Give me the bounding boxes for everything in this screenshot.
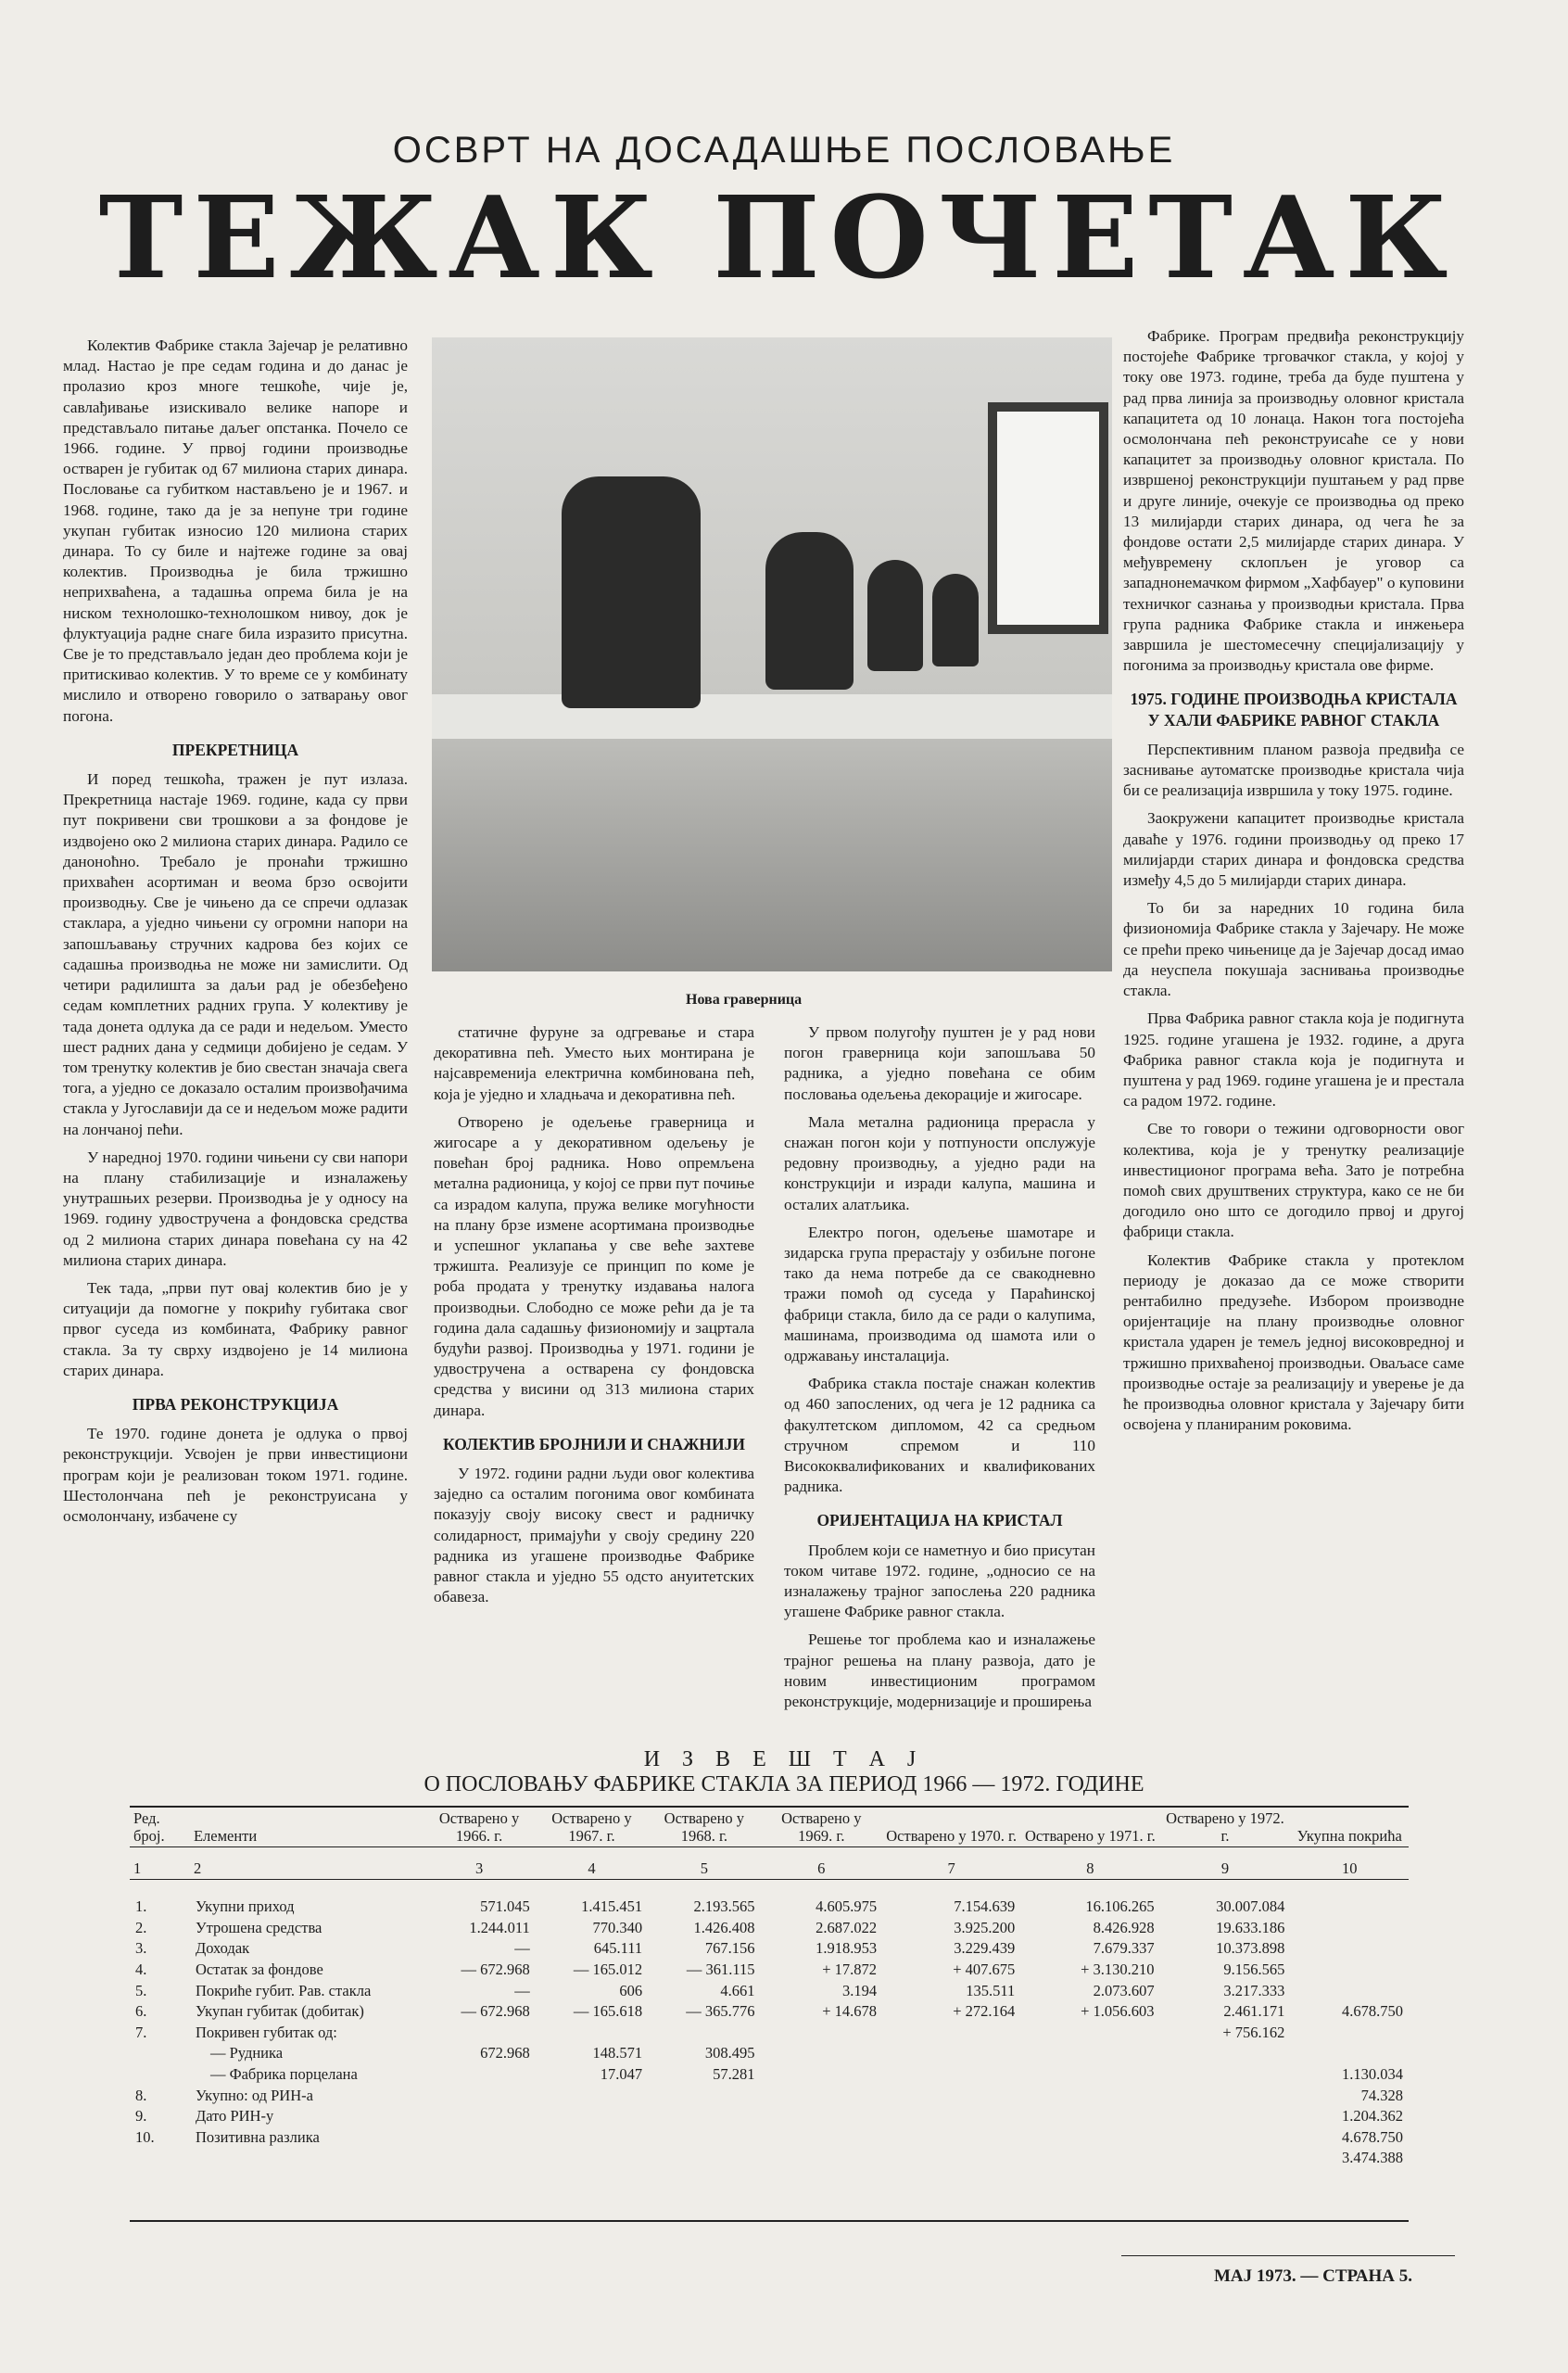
column-2a (434, 1022, 754, 1727)
table-cell: 3.229.439 (954, 1939, 1016, 1958)
row-label: Позитивна разлика (195, 2127, 320, 2146)
row-label: Укупно: од РИН-а (195, 2086, 313, 2104)
table-cell (423, 2106, 535, 2127)
paragraph: Тек тада, „први пут овај колектив био је у ситуацији да помогне у покрићу губитака свог првог суседа из комбината, Фабрику равног стакла. За ту сврху издвојено је 14 милиона старих динара. (63, 1278, 408, 1379)
paragraph: Проблем који се наметнуо и био присутан током читаве 1972. године, „односио се на изналажењу трајног запослења 220 радника угашене Фабрике равног стакла. (784, 1541, 1095, 1621)
table-cell (536, 2023, 648, 2044)
column-number: 2 (190, 1847, 423, 1880)
paragraph: Перспективним планом развоја предвиђа се заснивање аутоматске производње кристала чија би се реализација извршила у току 1975. године. (1123, 740, 1464, 800)
table-row (130, 1897, 1409, 1918)
table-cell: 17.047 (600, 2065, 643, 2084)
header-cell: Остварено у 1972. г. (1160, 1807, 1291, 1847)
header-cell: Остварено у 1967. г. (536, 1807, 648, 1847)
headline: ТЕЖАК ПОЧЕТАК (98, 171, 1459, 304)
row-number: 5. (135, 1981, 147, 1999)
table-cell (648, 2148, 760, 2169)
table-cell: 3.194 (841, 1981, 878, 1999)
table-cell (761, 2043, 883, 2064)
column-number: 1 (130, 1847, 190, 1880)
column-number: 3 (423, 1847, 535, 1880)
table-cell: 7.679.337 (1093, 1939, 1155, 1958)
row-label: Покриће губит. Рав. стакла (195, 1981, 372, 1999)
row-label: Дато РИН-у (195, 2107, 274, 2126)
table-cell: — 672.968 (461, 2002, 530, 2021)
table-row (130, 1960, 1409, 1981)
table-bottom-rule (130, 2220, 1409, 2222)
header-cell: Остварено у 1969. г. (761, 1807, 883, 1847)
table-cell: + 17.872 (822, 1961, 878, 1979)
column-1 (63, 336, 408, 1731)
paragraph: Електро погон, одељење шамотаре и зидарска група прерастају у озбиљне погоне тако да нема потребе да се свакодневно тражи помоћ од суседа у Параћинској фабрици стакла, било да се ради о калупима, машинама, производима од шамота или о одржавању инсталација. (784, 1223, 1095, 1365)
table-cell (761, 2148, 883, 2169)
table-cell (1160, 2043, 1291, 2064)
table-row (130, 2148, 1409, 2169)
table-cell: — 165.618 (573, 2002, 643, 2021)
paragraph: статичне фуруне за одгревање и стара декоративна пећ. Уместо њих монтирана је најсавременија електрична комбинована пећ, која је уједно и хладњача и декоративна пећ. (434, 1023, 754, 1103)
paragraph: Решење тог проблема као и изналажење трајног решења на плану развоја, дато је новим инвестиционим програмом реконструкције, модернизације и проширења (784, 1631, 1095, 1711)
table-cell (882, 2085, 1020, 2106)
row-number: 7. (135, 2023, 147, 2041)
table-cell: 10.373.898 (1216, 1939, 1285, 1958)
table-cell (648, 2085, 760, 2106)
table-cell (1290, 1938, 1409, 1960)
table-cell (648, 2127, 760, 2149)
table-cell: 2.687.022 (816, 1918, 878, 1936)
header-cell: Остварено у 1971. г. (1020, 1807, 1159, 1847)
table-cell: — 672.968 (461, 1961, 530, 1979)
paragraph: У првом полугођу пуштен је у рад нови погон граверница који запошљава 50 радника, а уједно повећана се обим пословања одељења декорације и жигосаре. (784, 1023, 1095, 1103)
table-cell: 1.130.034 (1342, 2065, 1403, 2084)
row-label: Доходак (195, 1939, 250, 1958)
table-row (130, 2106, 1409, 2127)
paragraph: Заокружени капацитет производње кристала даваће у 1976. години производњу од преко 17 милијарди старих динара и фондовска средства између 4,5 до 5 милијарди старих динара. (1123, 809, 1464, 890)
paragraph: У 1972. години радни људи овог колектива заједно са осталим погонима овог комбината показују своју високу свест и радничку солидарност, примајући у своју средину 220 радника из угашене производње Фабрике равног стакла и уједно 55 одсто ануитетских обавеза. (434, 1465, 754, 1606)
row-number: 3. (135, 1939, 147, 1958)
table-cell (1290, 1897, 1409, 1918)
table-cell (648, 2023, 760, 2044)
table-cell: + 756.162 (1222, 2023, 1285, 2041)
table-row (130, 1980, 1409, 2001)
table-cell: + 3.130.210 (1081, 1961, 1155, 1979)
table-cell: 308.495 (704, 2044, 755, 2062)
table-cell (536, 2127, 648, 2149)
table-cell: 16.106.265 (1085, 1897, 1155, 1916)
paragraph: Фабрике. Програм предвиђа реконструкцију постојеће Фабрике трговачког стакла, у којој у току ове 1973. године, треба да буде пуштена у рад прва линија за производњу оловног кристала капацитета од 10 лонаца. Након тога постојећа осмолончана пећ реконструисаће се у нови капацитет за производњу оловног кристала. По извршеној реконструкцији пуштањем у рад прве и друге линије, очекује се производња од преко 13 милијарди старих динара, од чега ће за фондове остати 2,5 милијарде старих динара. У међувремену склопљен је уговор са западнонемачком фирмом „Хафбауер" о куповини техничког сазнања у производњи кристала. Прва група радника Фабрике стакла и инжењера завршила је шестомесечну специјализацију у погонима за производњу кристала ове фирме. (1123, 327, 1464, 675)
row-label (190, 2148, 423, 2169)
row-number (130, 2148, 190, 2169)
table-cell: 2.461.171 (1223, 2002, 1285, 2021)
photo-worker (562, 476, 701, 708)
table-cell (1290, 1918, 1409, 1939)
table-cell (882, 2148, 1020, 2169)
table-cell: 645.111 (593, 1939, 643, 1958)
paragraph: И поред тешкоћа, тражен је пут излаза. Прекретница настаје 1969. године, када су први пут покривени сви трошкови а за фондове је издвојено око 2 милиона старих динара. Радило се даноноћно. Требало је пронаћи тржишно прихваћен асортиман и веома брзо освојити производњу. Све је чињено да се спречи одлазак стаклара, а уједно чињени су огромни напори на запошљавању стручних кадрова без којих се садашња производња не може ни замислити. Од четири радилишта за даљи рад је обезбеђено седам комплетних радних група. У колективу је тада донета одлука да се ради и недељом. Уместо шест радних дана у седмици добијено је седам. У том тренутку колектив је био свестан значаја свега тога, а уједно се доказало осталим произвођачима стакла у Југославији да се и недељом може радити на лончаној пећи. (63, 770, 408, 1138)
table-cell (1160, 2085, 1291, 2106)
paragraph: Прва Фабрика равног стакла која је подигнута 1925. године угашена је 1932. године, а друга Фабрика равног стакла која је подигнута и пуштена у рад 1969. године угашена је и престала са радом 1972. године. (1123, 1009, 1464, 1110)
table-cell: 1.244.011 (469, 1918, 530, 1936)
column-2b (784, 1022, 1095, 1727)
table-cell (882, 2023, 1020, 2044)
table-cell: 4.678.750 (1342, 2002, 1403, 2021)
subheading: ПРВА РЕКОНСТРУКЦИЈА (132, 1394, 339, 1414)
row-number: 10. (135, 2127, 155, 2146)
table-cell: 4.678.750 (1342, 2127, 1403, 2146)
row-number: 1. (135, 1897, 147, 1916)
table-cell (882, 2043, 1020, 2064)
table-cell: + 1.056.603 (1081, 2002, 1155, 2021)
table-cell (1020, 2127, 1159, 2149)
table-cell (1290, 2043, 1409, 2064)
table-cell (423, 2127, 535, 2149)
paragraph: Те 1970. године донета је одлука о првој реконструкцији. Усвојен је први инвестициони програм који је реализован током 1971. године. Шестолончана пећ је реконструисана у осмолончану, избачене су (63, 1425, 408, 1525)
table-cell: + 272.164 (953, 2002, 1016, 2021)
table-cell (1020, 2085, 1159, 2106)
table-cell: 1.415.451 (581, 1897, 643, 1916)
row-number: 8. (135, 2086, 147, 2104)
paragraph: Све то говори о тежини одговорности овог колектива, која је у тренутку реализације инвестиционог програма већа. Зато је потребна помоћ свих друштвених структура, како се не би догодило оно што се догодило првој и другој фабрици стакла. (1123, 1120, 1464, 1241)
header-cell: Остварено у 1970. г. (882, 1807, 1020, 1847)
table-cell: 2.073.607 (1093, 1981, 1155, 1999)
table-cell (1290, 2023, 1409, 2044)
report-subtitle: О ПОСЛОВАЊУ ФАБРИКЕ СТАКЛА ЗА ПЕРИОД 1966 — 1972. ГОДИНЕ (424, 1772, 1144, 1796)
row-number: 2. (135, 1918, 147, 1936)
table-cell: — 361.115 (686, 1961, 755, 1979)
table-cell (423, 2064, 535, 2086)
table-cell: 3.217.333 (1223, 1981, 1285, 1999)
table-cell: 1.918.953 (816, 1939, 878, 1958)
table-cell: 1.204.362 (1342, 2107, 1403, 2126)
table-cell: 770.340 (592, 1918, 643, 1936)
workshop-photo (432, 337, 1112, 971)
table-cell: 74.328 (1360, 2086, 1403, 2104)
page-footer: МАЈ 1973. — СТРАНА 5. (1214, 2266, 1412, 2286)
row-number: 9. (135, 2107, 147, 2126)
row-number (130, 2064, 190, 2086)
table-cell (761, 2085, 883, 2106)
photo-window (988, 402, 1108, 634)
table-cell (1160, 2106, 1291, 2127)
row-label: Остатак за фондове (195, 1961, 323, 1979)
column-number: 4 (536, 1847, 648, 1880)
subheading: ОРИЈЕНТАЦИЈА НА КРИСТАЛ (816, 1511, 1063, 1530)
table-cell: 606 (619, 1981, 643, 1999)
header-cell: Остварено у 1968. г. (648, 1807, 760, 1847)
row-number (130, 2043, 190, 2064)
header-cell: Ред. број. (130, 1807, 190, 1847)
table-cell (1020, 2023, 1159, 2044)
table-cell (1020, 2064, 1159, 2086)
table-cell: 2.193.565 (693, 1897, 755, 1916)
table-cell (761, 2106, 883, 2127)
row-number: 4. (135, 1961, 147, 1979)
table-cell (761, 2064, 883, 2086)
column-number: 10 (1290, 1847, 1409, 1880)
table-cell: 30.007.084 (1216, 1897, 1285, 1916)
subheading: 1975. ГОДИНЕ ПРОИЗВОДЊА КРИСТАЛА У ХАЛИ ФАБРИКЕ РАВНОГ СТАКЛА (1130, 690, 1458, 730)
table-row (130, 2023, 1409, 2044)
table-cell: 4.605.975 (816, 1897, 878, 1916)
table-cell: 3.925.200 (954, 1918, 1016, 1936)
table-cell (536, 2085, 648, 2106)
table-cell: — 165.012 (573, 1961, 643, 1979)
table-cell: + 14.678 (822, 2002, 878, 2021)
table-cell: + 407.675 (953, 1961, 1016, 1979)
table-cell (1160, 2148, 1291, 2169)
table-cell (1290, 1960, 1409, 1981)
photo-worker (765, 532, 854, 690)
table-cell (1290, 1980, 1409, 2001)
subheading: ПРЕКРЕТНИЦА (171, 740, 299, 759)
footer-rule (1121, 2255, 1455, 2256)
table-cell: 7.154.639 (954, 1897, 1016, 1916)
table-row (130, 2043, 1409, 2064)
photo-workbench (432, 694, 1112, 739)
table-row (130, 2064, 1409, 2086)
paragraph: То би за наредних 10 година била физиономија Фабрике стакла у Зајечару. Не може се прећи преко чињенице да је Зајечар досад имао да неуспела покушаја заснивања производње стакла. (1123, 899, 1464, 1000)
table-cell: 135.511 (966, 1981, 1016, 1999)
table-cell: 3.474.388 (1342, 2149, 1403, 2167)
table-cell (1160, 2127, 1291, 2149)
row-label: Покривен губитак од: (195, 2023, 337, 2041)
table-cell (882, 2127, 1020, 2149)
table-cell (761, 2127, 883, 2149)
table-cell (1160, 2064, 1291, 2086)
paragraph: Фабрика стакла постаје снажан колектив од 460 запослених, од чега је 12 радника са факултетском дипломом, 42 са средњом стручном спремом и 110 Висококвалификованих и квалификованих радника. (784, 1375, 1095, 1496)
paragraph: Колектив Фабрике стакла у протеклом периоду је доказао да се може створити рентабилно предузеће. Избором производне оријентације на плану производње оловног кристала ударен је темељ једној високовредној и тржишно прихваћеној производњи. Оваљасе саме производње остаје за реализацију и уверење је да ће производња оловног кристала у Зајечару бити освојена у планираним роковима. (1123, 1250, 1464, 1434)
paragraph: Отворено је одељење граверница и жигосаре а у декоративном одељењу је повећан број радника. Ново опремљена метална радионица, у којој се први пут почиње са израдом калупа, пружа велике могућности на плану брзе измене асортимана производње и успешног уклапања у све веће захтеве тржишта. Реализује се принцип по коме је роба продата у тренутку издавања налога производњи. Слободно се може рећи да је та година дала садашњу физиономију и зацртала будући развој. Производња у 1971. години је удвостручена а остварена су фондовска средства у висини од 313 милиона старих динара. (434, 1112, 754, 1419)
table-row (130, 1938, 1409, 1960)
table-cell (761, 2023, 883, 2044)
table-row (130, 1918, 1409, 1939)
column-number: 5 (648, 1847, 760, 1880)
column-number: 9 (1160, 1847, 1291, 1880)
row-label: Укупан губитак (добитак) (195, 2002, 364, 2021)
paragraph: У наредној 1970. години чињени су сви напори на плану стабилизације и изналажењу унутрашњих резерви. Производња је у односу на 1969. годину удвостручена а фондовска средства од 2 милиона старих динара повећана су на 42 милиона старих динара. (63, 1148, 408, 1269)
table-row (130, 2001, 1409, 2023)
table-cell (423, 2085, 535, 2106)
report-table (130, 1806, 1409, 2169)
row-number: 6. (135, 2002, 147, 2021)
column-number: 8 (1020, 1847, 1159, 1880)
table-cell: — 365.776 (686, 2002, 755, 2021)
subheading: КОЛЕКТИВ БРОЈНИЈИ И СНАЖНИЈИ (443, 1434, 745, 1453)
table-cell (536, 2148, 648, 2169)
kicker: ОСВРТ НА ДОСАДАШЊЕ ПОСЛОВАЊЕ (392, 130, 1176, 171)
table-cell: 767.156 (704, 1939, 755, 1958)
table-cell: 571.045 (480, 1897, 530, 1916)
table-cell (536, 2106, 648, 2127)
header-cell: Остварено у 1966. г. (423, 1807, 535, 1847)
table-cell: 9.156.565 (1223, 1961, 1285, 1979)
table-cell (882, 2106, 1020, 2127)
table-cell: 8.426.928 (1093, 1918, 1155, 1936)
report-title: И З В Е Ш Т А Ј (643, 1747, 925, 1771)
row-label: — Рудника (209, 2044, 284, 2062)
photo-worker (932, 574, 979, 666)
header-cell: Елементи (190, 1807, 423, 1847)
paragraph: Мала метална радионица прерасла у снажан погон који у потпуности опслужује редовну производњу, а уједно ради на конструкцији и изради калупа, машина и осталих алатљика. (784, 1112, 1095, 1213)
table-cell (1020, 2106, 1159, 2127)
photo-worker (867, 560, 923, 671)
table-cell: 19.633.186 (1216, 1918, 1285, 1936)
row-label: — Фабрика порцелана (209, 2065, 358, 2084)
table-cell: — (514, 1939, 530, 1958)
table-cell (1020, 2043, 1159, 2064)
table-cell (423, 2148, 535, 2169)
table-cell: 4.661 (720, 1981, 755, 1999)
table-cell (648, 2106, 760, 2127)
table-row (130, 2085, 1409, 2106)
table-row (130, 2127, 1409, 2149)
table-cell: 148.571 (592, 2044, 643, 2062)
table-cell (423, 2023, 535, 2044)
column-number: 6 (761, 1847, 883, 1880)
column-number: 7 (882, 1847, 1020, 1880)
table-cell (882, 2064, 1020, 2086)
table-cell: 57.281 (713, 2065, 755, 2084)
paragraph: Колектив Фабрике стакла Зајечар је релативно млад. Настао је пре седам година и до данас је пролазио кроз многе тешкоће, чије је, савлађивање изискивало велике напоре и представљало питање даљег опстанка. Почело се 1966. године. У првој години производње остварен је губитак од 67 милиона старих динара. Пословање са губитком настављено је и 1967. и 1968. године, тако да је за непуне три године укупан губитак износио 120 милиона старих динара. То су биле и најтеже године за овај колектив. Производња је била тржишно неприхваћена, а тадашња опрема била је на ниском технолошко-технолошком нивоу, док је флуктуација радне снаге била изразито присутна. Све је то представљало један део проблема који је притискивао колектив. У то време се у комбинату мислило и отворено говорило о затварању овог погона. (63, 336, 408, 725)
column-3 (1123, 326, 1464, 1728)
table-cell (1020, 2148, 1159, 2169)
table-cell: 1.426.408 (693, 1918, 755, 1936)
table-cell: — (514, 1981, 530, 1999)
header-cell: Укупна покрића (1290, 1807, 1409, 1847)
row-label: Укупни приход (195, 1897, 295, 1916)
row-label: Утрошена средства (195, 1918, 322, 1936)
photo-caption: Нова граверница (686, 992, 803, 1008)
table-cell: 672.968 (480, 2044, 530, 2062)
